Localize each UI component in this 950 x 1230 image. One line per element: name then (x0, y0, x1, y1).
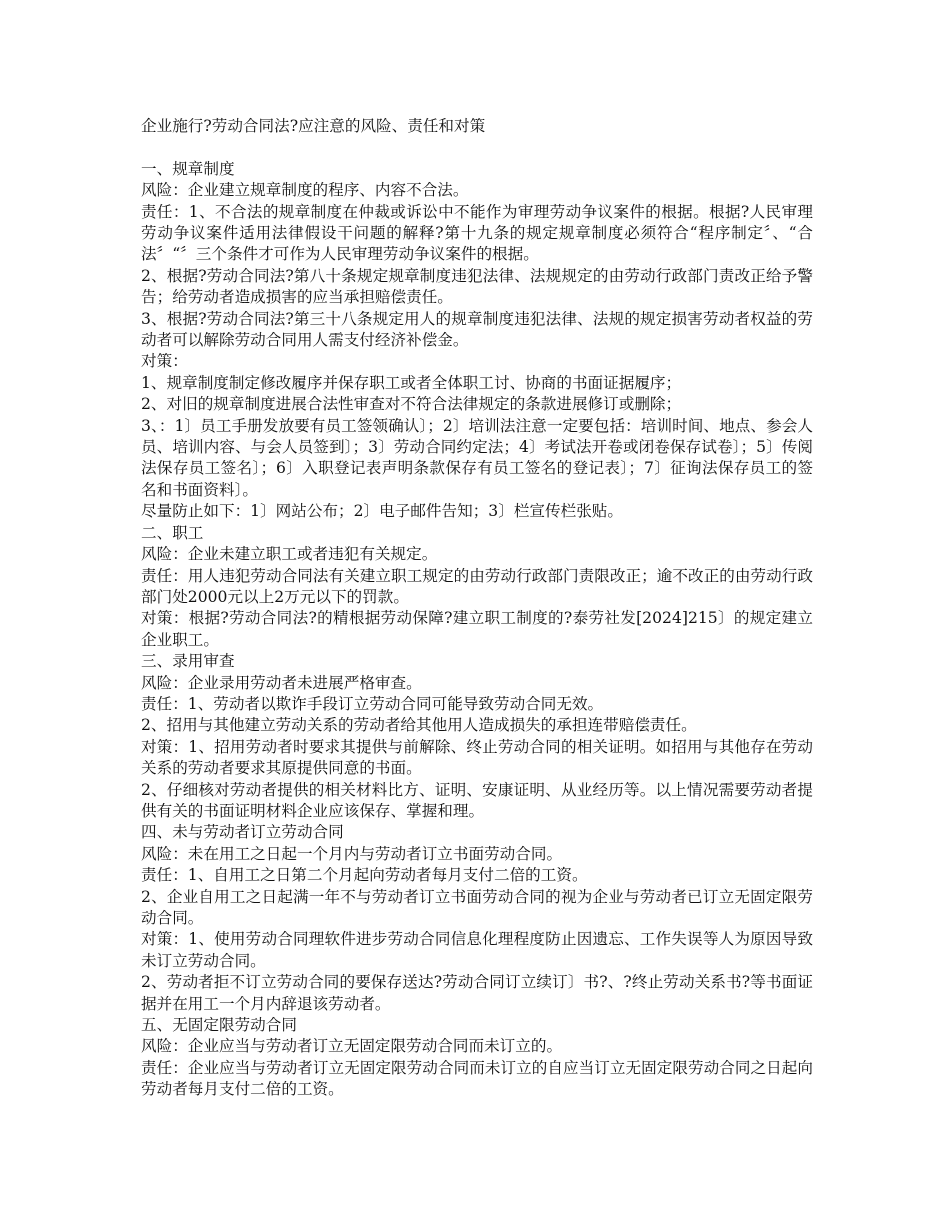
section-open-ended-contract (141, 1015, 813, 1101)
paragraph: 风险：企业未建立职工或者违犯有关规定。 (141, 545, 438, 564)
paragraph: 2、劳动者拒不订立劳动合同的要保存送达?劳动合同订立续订〕书?、?终止劳动关系书?等书面证据并在用工一个月内辞退该劳动者。 (141, 973, 813, 1013)
document-page (141, 116, 813, 1101)
section-heading: 四、未与劳动者订立劳动合同 (141, 823, 344, 842)
section-staff (141, 523, 813, 651)
document-title: 企业施行?劳动合同法?应注意的风险、责任和对策 (141, 117, 486, 135)
paragraph: 对策：根据?劳动合同法?的精根据劳动保障?建立职工制度的?泰劳社发[2024]215〕的规定建立企业职工。 (141, 609, 813, 649)
paragraph: 2、企业自用工之日起满一年不与劳动者订立书面劳动合同的视为企业与劳动者已订立无固定限劳动合同。 (141, 887, 813, 928)
paragraph: 3、根据?劳动合同法?第三十八条规定用人的规章制度违犯法律、法规的规定损害劳动者权益的劳动者可以解除劳动合同用人需支付经济补偿金。 (141, 309, 813, 350)
paragraph: 2、招用与其他建立劳动关系的劳动者给其他用人造成损失的承担连带赔偿责任。 (141, 716, 697, 735)
paragraph: 2、根据?劳动合同法?第八十条规定规章制度违犯法律、法规规定的由劳动行政部门责改正给予警告；给劳动者造成损害的应当承担赔偿责任。 (141, 266, 813, 307)
paragraph: 3、：1〕员工手册发放要有员工签领确认〕；2〕培训法注意一定要包括：培训时间、地点、参会人员、培训内容、与会人员签到〕；3〕劳动合同约定法；4〕考试法开卷或闭卷保存试卷〕；5〕传阅法保存员工签名〕；6〕入职登记表声明条款保存有员工签名的登记表〕；7〕征询法保存员工的签名和书面资料〕。 (141, 416, 813, 499)
section-heading: 五、无固定限劳动合同 (141, 1016, 297, 1035)
paragraph: 尽量防止如下：1〕网站公布；2〕电子邮件告知；3〕栏宣传栏张贴。 (141, 502, 623, 521)
section-no-contract (141, 822, 813, 1015)
paragraph: 风险：企业建立规章制度的程序、内容不合法。 (141, 181, 469, 200)
section-heading: 二、职工 (141, 523, 204, 542)
paragraph: 对策：1、使用劳动合同理软件进步劳动合同信息化理程度防止因遗忘、工作失误等人为原因导致未订立劳动合同。 (141, 930, 813, 970)
paragraph: 2、对旧的规章制度进展合法性审查对不符合法律规定的条款进展修订或删除； (141, 395, 682, 414)
paragraph: 风险：企业录用劳动者未进展严格审查。 (141, 673, 422, 692)
section-recruitment-review (141, 651, 813, 822)
section-heading: 三、录用审查 (141, 652, 235, 671)
paragraph: 风险：企业应当与劳动者订立无固定限劳动合同而未订立的。 (141, 1037, 563, 1056)
paragraph: 对策： (141, 352, 188, 371)
paragraph: 责任：1、自用工之日第二个月起向劳动者每月支付二倍的工资。 (141, 866, 588, 885)
paragraph: 责任：企业应当与劳动者订立无固定限劳动合同而未订立的自应当订立无固定限劳动合同之日起向劳动者每月支付二倍的工资。 (141, 1058, 813, 1099)
paragraph: 责任：用人违犯劳动合同法有关建立职工规定的由劳动行政部门责限改正；逾不改正的由劳动行政部门处2000元以上2万元以下的罚款。 (141, 566, 813, 606)
paragraph: 责任：1、不合法的规章制度在仲裁或诉讼中不能作为审理劳动争议案件的根据。根据?人民审理劳动争议案件适用法律假设干问题的解释?第十九条的规定规章制度必须符合“程序制定〞、“合法〞“〞三个条件才可作为人民审理劳动争议案件的根据。 (141, 202, 813, 264)
section-rules (141, 159, 813, 523)
paragraph: 1、规章制度制定修改履序并保存职工或者全体职工讨、协商的书面证据履序； (141, 373, 682, 392)
paragraph: 2、仔细核对劳动者提供的相关材料比方、证明、安康证明、从业经历等。以上情况需要劳动者提供有关的书面证明材料企业应该保存、掌握和理。 (141, 780, 813, 820)
paragraph: 责任：1、劳动者以欺诈手段订立劳动合同可能导致劳动合同无效。 (141, 694, 604, 713)
paragraph: 对策：1、招用劳动者时要求其提供与前解除、终止劳动合同的相关证明。如招用与其他存在劳动关系的劳动者要求其原提供同意的书面。 (141, 737, 813, 778)
paragraph: 风险：未在用工之日起一个月内与劳动者订立书面劳动合同。 (141, 844, 563, 863)
section-heading: 一、规章制度 (141, 159, 235, 178)
